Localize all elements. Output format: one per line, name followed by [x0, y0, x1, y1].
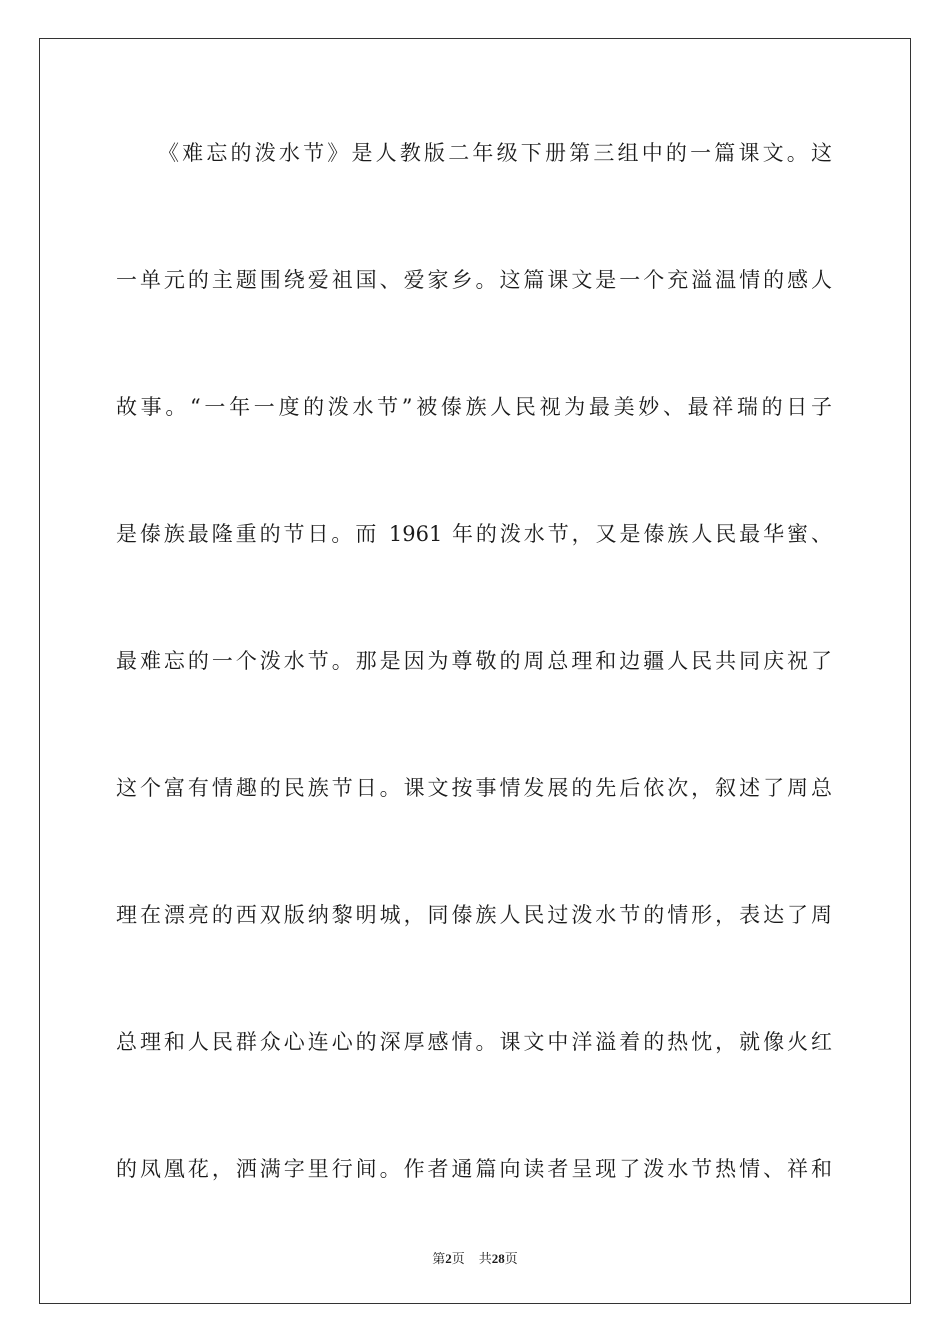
total-suffix: 页	[504, 1251, 518, 1266]
paragraph-line: 理在漂亮的西双版纳黎明城，同傣族人民过泼水节的情形，表达了周	[116, 903, 832, 927]
total-prefix: 共	[478, 1251, 492, 1266]
total-pages: 28	[491, 1251, 505, 1266]
page-suffix: 页	[451, 1251, 465, 1266]
page-number: 2	[445, 1251, 452, 1266]
paragraph-line: 总理和人民群众心连心的深厚感情。课文中洋溢着的热忱，就像火红	[116, 1030, 832, 1054]
page-footer	[0, 1248, 950, 1267]
paragraph-line: 《难忘的泼水节》是人教版二年级下册第三组中的一篇课文。这	[158, 141, 832, 165]
page-prefix: 第	[432, 1251, 446, 1266]
paragraph-line: 这个富有情趣的民族节日。课文按事情发展的先后依次，叙述了周总	[116, 776, 832, 800]
document-body	[116, 128, 832, 1271]
paragraph-line: 最难忘的一个泼水节。那是因为尊敬的周总理和边疆人民共同庆祝了	[116, 649, 832, 673]
paragraph-line: 的凤凰花，洒满字里行间。作者通篇向读者呈现了泼水节热情、祥和	[116, 1157, 832, 1181]
paragraph-line: 是傣族最隆重的节日。而 1961 年的泼水节，又是傣族人民最华蜜、	[116, 522, 832, 546]
paragraph-line: 故事。“一年一度的泼水节”被傣族人民视为最美妙、最祥瑞的日子	[116, 395, 832, 419]
paragraph-line: 一单元的主题围绕爱祖国、爱家乡。这篇课文是一个充溢温情的感人	[116, 268, 832, 292]
